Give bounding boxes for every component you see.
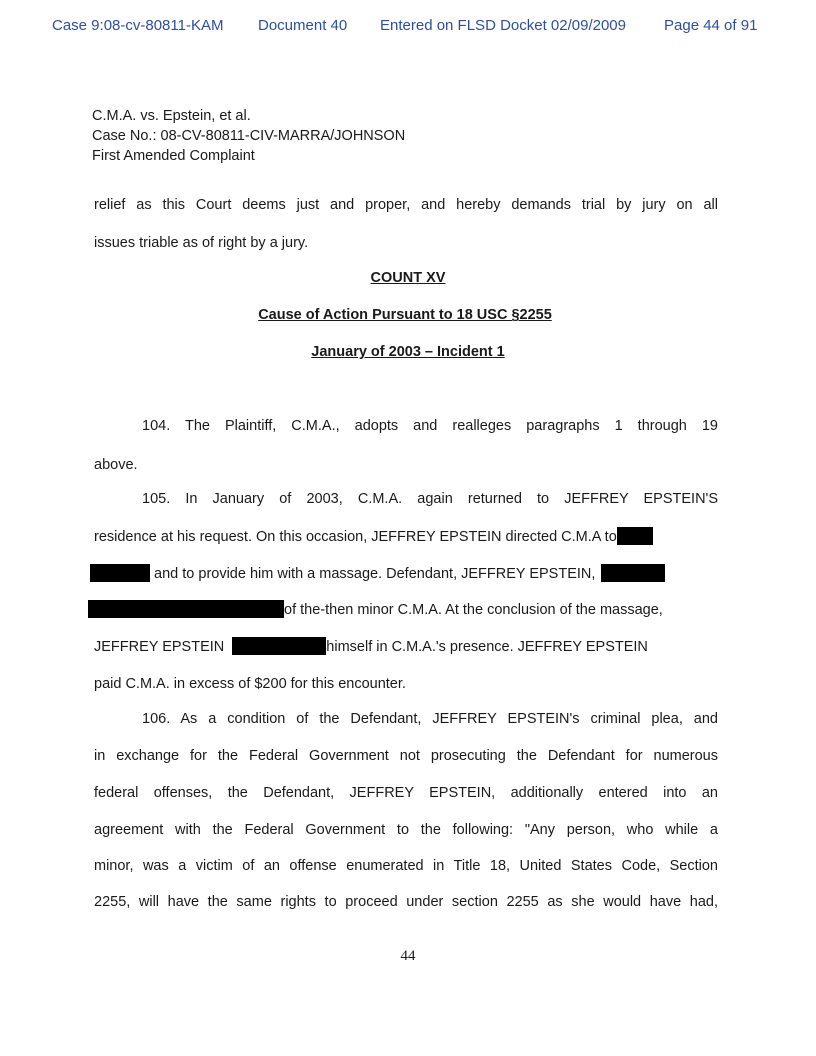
- paragraph-106-line: federal offenses, the Defendant, JEFFREY EPSTEIN, additionally entered into an: [94, 785, 718, 801]
- docket-page: Page 44 of 91: [664, 17, 758, 34]
- paragraph-105-line: [94, 637, 648, 656]
- paragraph-106-line: agreement with the Federal Government to the following: "Any person, who while a: [94, 822, 718, 838]
- paragraph-106-line: 106. As a condition of the Defendant, JEFFREY EPSTEIN's criminal plea, and: [142, 711, 718, 727]
- paragraph-106-line: in exchange for the Federal Government not prosecuting the Defendant for numerous: [94, 748, 718, 764]
- paragraph-105-line: [88, 600, 663, 619]
- paragraph-105-line: [90, 564, 665, 583]
- redaction-block: [90, 564, 150, 582]
- paragraph-106-line: minor, was a victim of an offense enumerated in Title 18, United States Code, Section: [94, 858, 718, 874]
- redaction-block: [617, 527, 653, 545]
- paragraph-105-text: JEFFREY EPSTEIN: [94, 639, 225, 655]
- paragraph-105-line: [94, 527, 653, 546]
- docket-case: Case 9:08-cv-80811-KAM: [52, 17, 224, 34]
- redaction-block: [601, 564, 665, 582]
- paragraph-105-text: residence at his request. On this occasion, JEFFREY EPSTEIN directed C.M.A to: [94, 529, 617, 545]
- redaction-block: [88, 600, 284, 618]
- paragraph-104-line: above.: [94, 457, 138, 473]
- cause-heading: Cause of Action Pursuant to 18 USC §2255: [258, 307, 552, 323]
- caption-case-number: Case No.: 08-CV-80811-CIV-MARRA/JOHNSON: [92, 128, 406, 144]
- paragraph-105-text: himself in C.M.A.'s presence. JEFFREY EPSTEIN: [326, 639, 648, 655]
- caption-parties: C.M.A. vs. Epstein, et al.: [92, 108, 251, 124]
- docket-document: Document 40: [258, 17, 348, 34]
- paragraph-105-line: paid C.M.A. in excess of $200 for this encounter.: [94, 676, 406, 692]
- incident-heading: January of 2003 – Incident 1: [311, 344, 505, 360]
- paragraph-105-text: of the-then minor C.M.A. At the conclusion of the massage,: [284, 602, 663, 618]
- paragraph-105-line: 105. In January of 2003, C.M.A. again returned to JEFFREY EPSTEIN'S: [142, 491, 718, 507]
- body-line: relief as this Court deems just and proper, and hereby demands trial by jury on all: [94, 197, 718, 213]
- paragraph-105-text: and to provide him with a massage. Defendant, JEFFREY EPSTEIN,: [154, 566, 596, 582]
- case-caption: [92, 106, 405, 166]
- count-heading: COUNT XV: [370, 270, 446, 286]
- body-line: issues triable as of right by a jury.: [94, 235, 309, 251]
- paragraph-106-line: 2255, will have the same rights to proceed under section 2255 as she would have had,: [94, 894, 718, 910]
- caption-document-title: First Amended Complaint: [92, 148, 255, 164]
- page-number: 44: [400, 948, 416, 964]
- docket-entered: Entered on FLSD Docket 02/09/2009: [380, 17, 626, 34]
- redaction-block: [232, 637, 326, 655]
- paragraph-104-line: 104. The Plaintiff, C.M.A., adopts and realleges paragraphs 1 through 19: [142, 418, 718, 434]
